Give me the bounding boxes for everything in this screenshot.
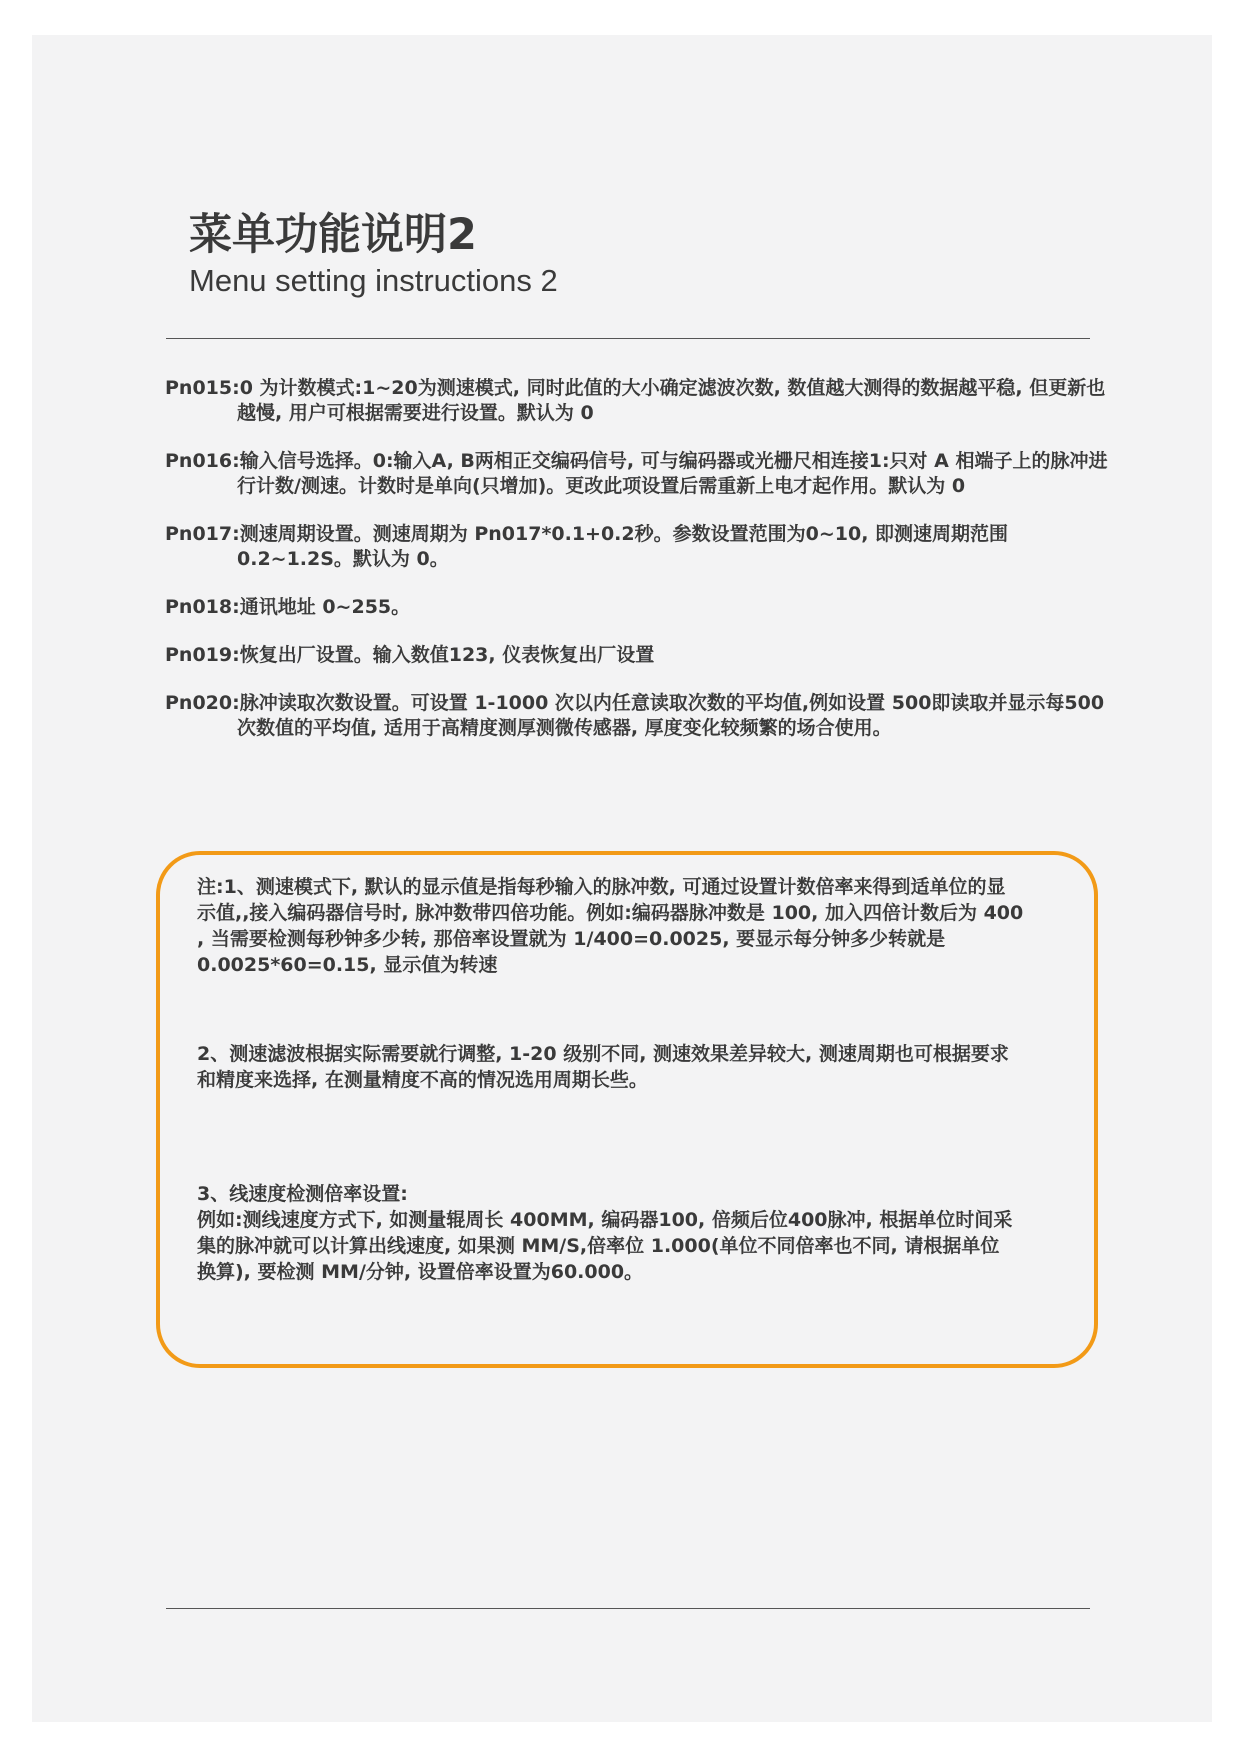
- param-code: Pn017:: [165, 523, 240, 545]
- param-code: Pn020:: [165, 692, 240, 714]
- param-text: 0 为计数模式:1~20为测速模式, 同时此值的大小确定滤波次数, 数值越大测得的数据越平稳, 但更新也越慢, 用户可根据需要进行设置。默认为 0: [237, 377, 1106, 424]
- note-line: 集的脉冲就可以计算出线速度, 如果测 MM/S,倍率位 1.000(单位不同倍率也不同, 请根据单位: [197, 1235, 1000, 1257]
- param-pn019: [165, 643, 1115, 668]
- param-text: 脉冲读取次数设置。可设置 1-1000 次以内任意读取次数的平均值,例如设置 500即读取并显示每500 次数值的平均值, 适用于高精度测厚测微传感器, 厚度变化较频繁的场合使用。: [237, 692, 1105, 739]
- note-line: 示值,,接入编码器信号时, 脉冲数带四倍功能。例如:编码器脉冲数是 100, 加入四倍计数后为 400: [197, 902, 1024, 924]
- param-pn016: [165, 449, 1115, 499]
- note-line: , 当需要检测每秒钟多少转, 那倍率设置就为 1/400=0.0025, 要显示每分钟多少转就是: [197, 928, 946, 950]
- notes-content: [197, 874, 1077, 1285]
- param-code: Pn015:: [165, 377, 240, 399]
- bottom-divider: [166, 1608, 1090, 1609]
- param-text: 通讯地址 0~255。: [239, 596, 411, 618]
- page-title: 菜单功能说明2: [189, 210, 477, 260]
- note-line: 换算), 要检测 MM/分钟, 设置倍率设置为60.000。: [197, 1261, 644, 1283]
- note-1: [197, 874, 1077, 978]
- page-subtitle: Menu setting instructions 2: [189, 263, 558, 298]
- param-text: 输入信号选择。0:输入A, B两相正交编码信号, 可与编码器或光栅尺相连接1:只对 A 相端子上的脉冲进行计数/测速。计数时是单向(只增加)。更改此项设置后需重新上电才起作用。默认为 0: [237, 450, 1108, 497]
- param-text: 测速周期设置。测速周期为 Pn017*0.1+0.2秒。参数设置范围为0~10, 即测速周期范围 0.2~1.2S。默认为 0。: [237, 523, 1009, 570]
- param-pn015: [165, 376, 1115, 426]
- param-text: 恢复出厂设置。输入数值123, 仪表恢复出厂设置: [239, 644, 655, 666]
- param-pn020: [165, 691, 1115, 741]
- note-line: 0.0025*60=0.15, 显示值为转速: [197, 954, 498, 976]
- param-code: Pn018:: [165, 596, 240, 618]
- note-line: 例如:测线速度方式下, 如测量辊周长 400MM, 编码器100, 倍频后位400脉冲, 根据单位时间采: [197, 1209, 1013, 1231]
- note-3: [197, 1181, 1077, 1285]
- note-line: 和精度来选择, 在测量精度不高的情况选用周期长些。: [197, 1069, 648, 1091]
- param-code: Pn016:: [165, 450, 240, 472]
- note-2: [197, 1041, 1077, 1093]
- top-divider: [166, 338, 1090, 339]
- param-pn017: [165, 522, 1115, 572]
- param-code: Pn019:: [165, 644, 240, 666]
- note-line: 注:1、测速模式下, 默认的显示值是指每秒输入的脉冲数, 可通过设置计数倍率来得到适单位的显: [197, 876, 1006, 898]
- param-pn018: [165, 595, 1115, 620]
- parameter-list: [165, 376, 1115, 764]
- note-line: 3、线速度检测倍率设置:: [197, 1183, 408, 1205]
- note-line: 2、测速滤波根据实际需要就行调整, 1-20 级别不同, 测速效果差异较大, 测速周期也可根据要求: [197, 1043, 1009, 1065]
